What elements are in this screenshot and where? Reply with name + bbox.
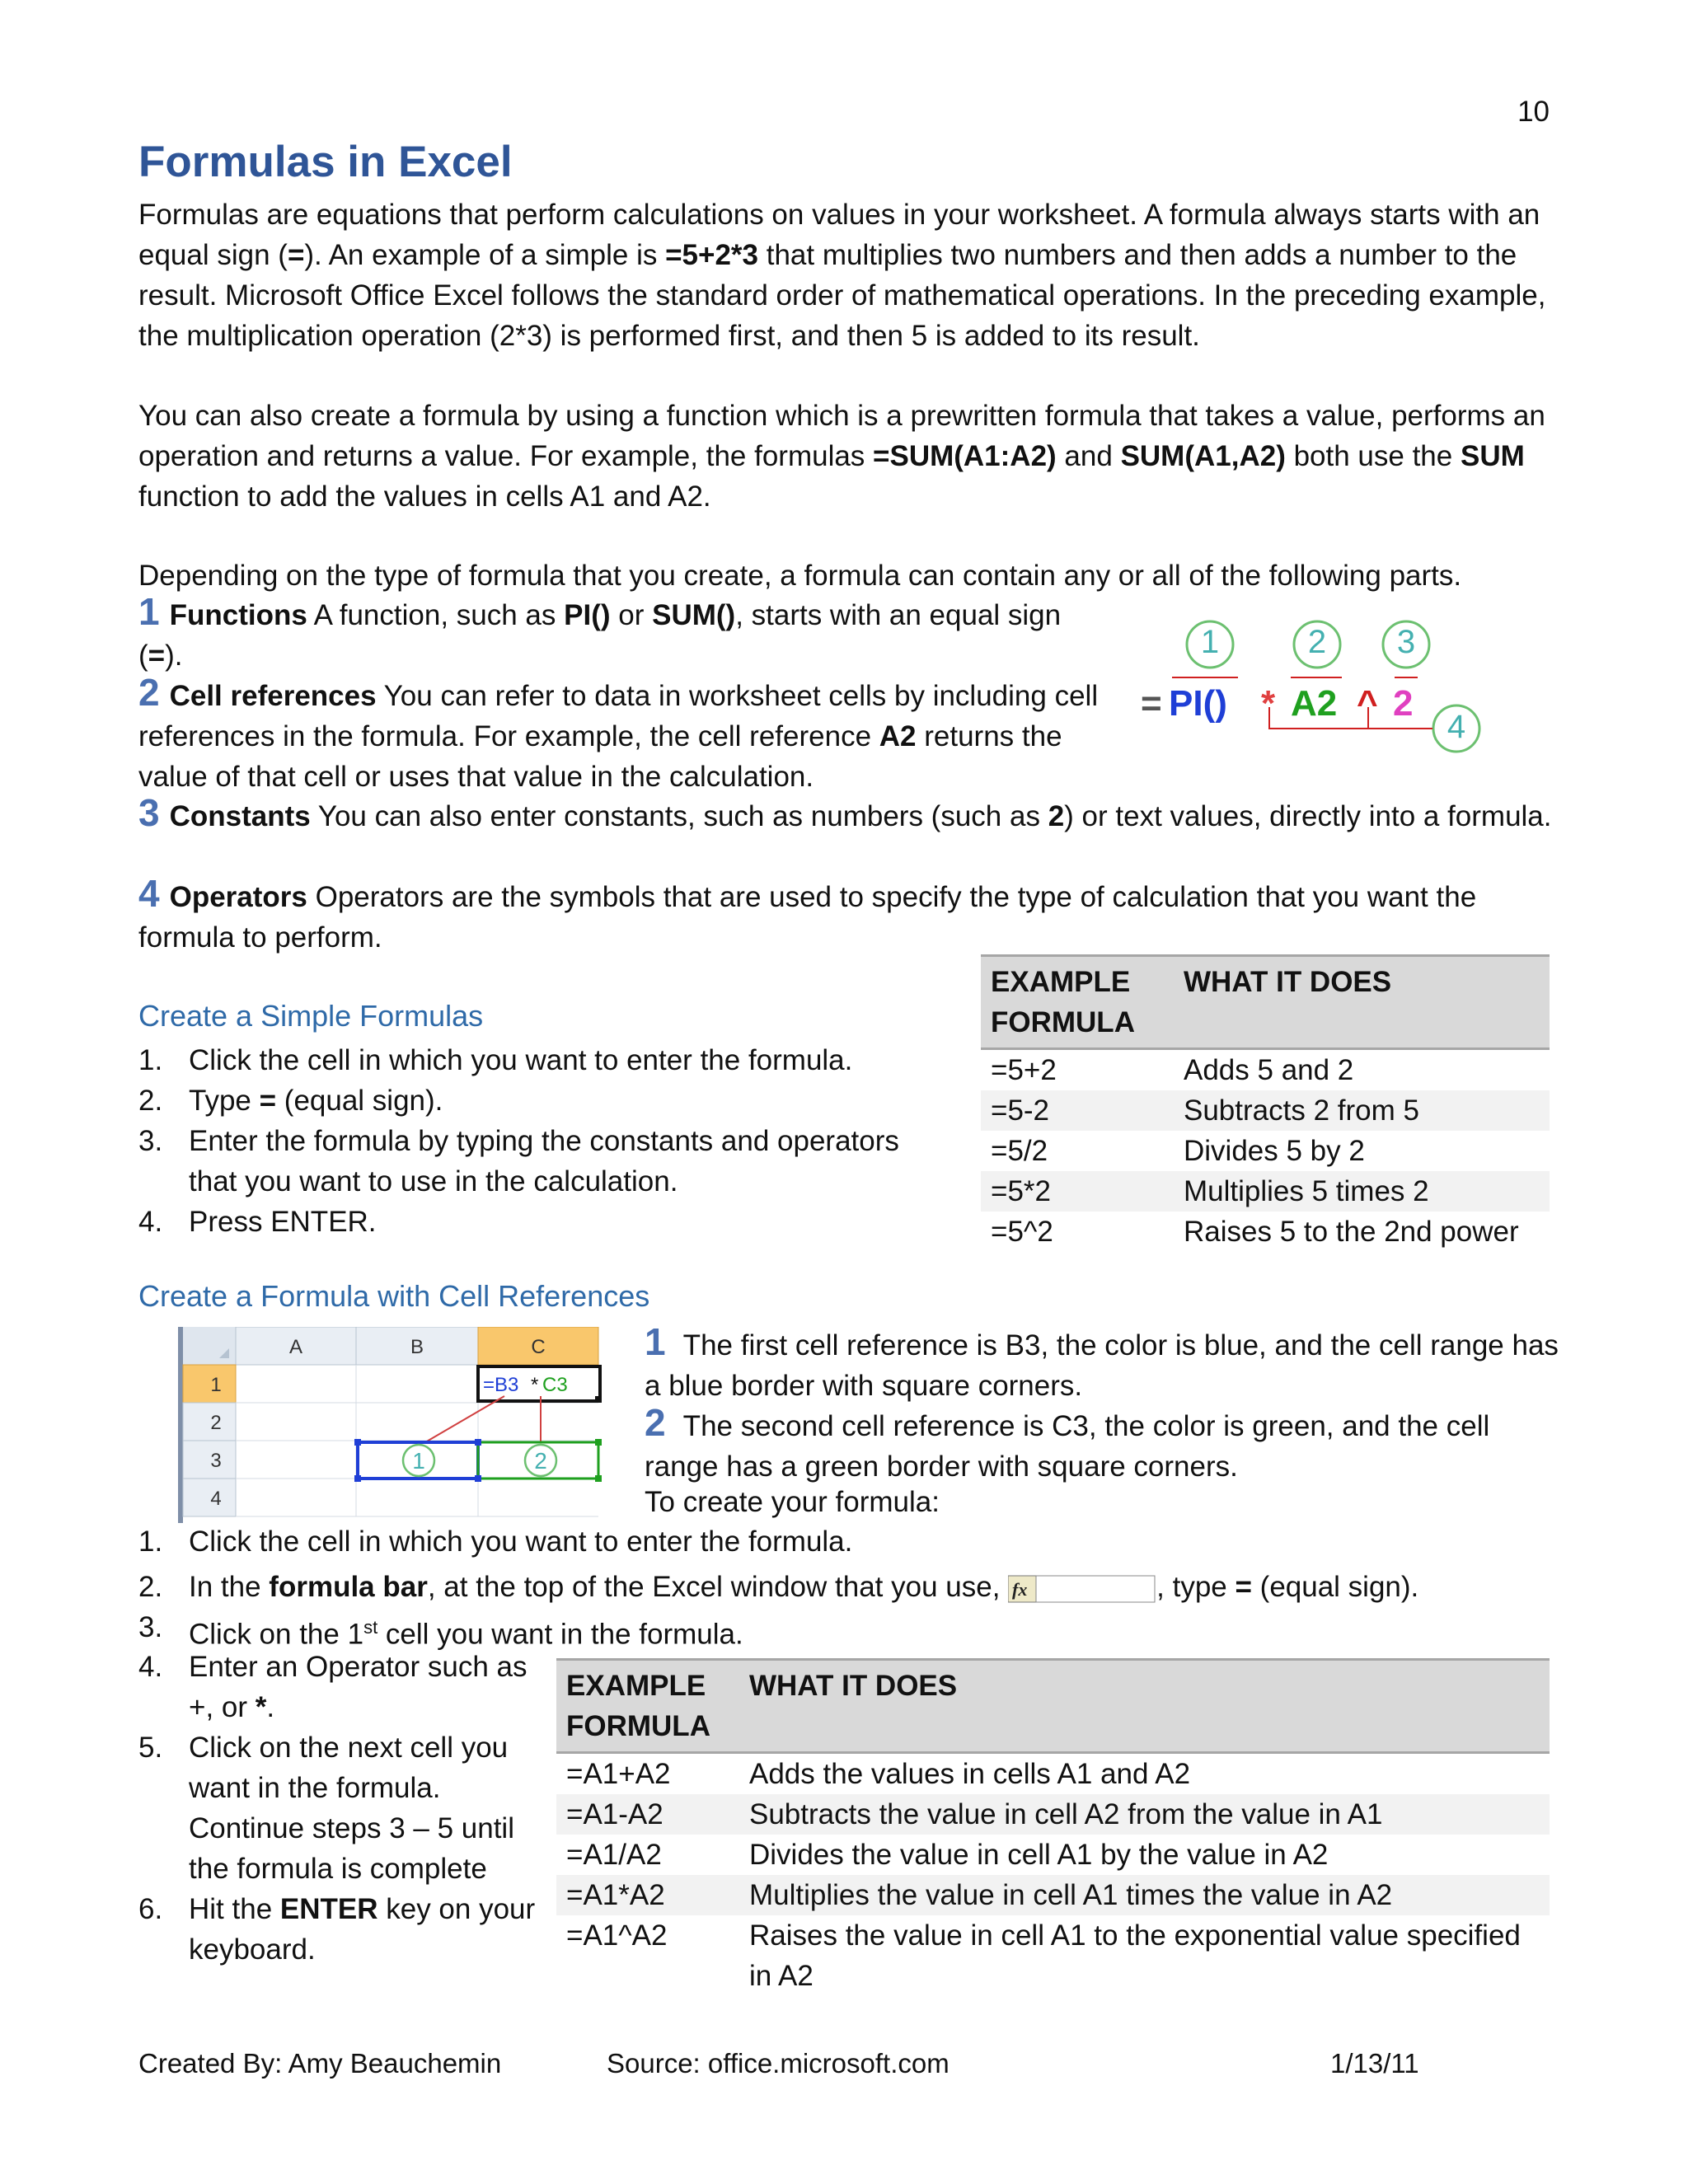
simple-heading: Create a Simple Formulas [138,999,484,1033]
diagram-function: PI() [1169,683,1227,724]
part-bold: = [148,640,166,672]
table-cell: Raises 5 to the 2nd power [1184,1216,1519,1248]
column-header-b: B [410,1336,424,1358]
step-number: 1. [138,1526,163,1558]
table-cell: Multiplies 5 times 2 [1174,1171,1550,1212]
intro-text: You can also create a formula by using a function which is a prewritten formula that takes a value, performs an operation and returns a value. For example, the formulas [138,400,1545,472]
table-cell: =A1-A2 [556,1794,739,1835]
fx-icon: fx [1012,1578,1028,1600]
step-bold: * [255,1691,267,1723]
page-title: Formulas in Excel [138,138,513,186]
part-number: 2 [138,671,160,714]
formula-parts-diagram [1129,610,1500,758]
table-cell: =5^2 [991,1216,1053,1248]
note-number: 1 [645,1320,666,1363]
step-number: 3. [138,1611,163,1643]
footer-date: 1/13/11 [1330,2048,1419,2079]
diagram-operator-multiply: * [1261,683,1276,724]
column-header-a: A [288,1336,303,1358]
intro-text: and [1056,440,1121,472]
table-cell: Subtracts 2 from 5 [1174,1090,1550,1131]
row-header-4: 4 [210,1488,222,1510]
callout-1 [403,1445,434,1476]
cellref-steps-1 [138,1521,1573,1655]
step-text: Click the cell in which you want to enter the formula. [189,1526,853,1558]
callout-1 [1187,621,1233,668]
list-item [138,1727,542,1889]
part-text: , starts with an equal sign ( [138,599,1062,672]
cell-formula-operator: * [531,1374,539,1396]
part-text: returns the value of that cell or uses that value in the calculation. [138,720,1062,793]
callout-3 [1383,621,1429,668]
part-cell-references [138,673,1111,797]
cellref-heading: Create a Formula with Cell References [138,1279,650,1313]
part-bold: PI() [564,599,611,631]
table-row [556,1794,1550,1835]
part-text: You can also enter constants, such as numbers (such as [310,800,1048,832]
table-row [556,1753,1550,1795]
diagram-operator-power: ^ [1357,683,1378,724]
list-item [138,1521,1573,1562]
table-row [981,1171,1550,1212]
note-number: 2 [645,1401,666,1444]
intro-bold: =SUM(A1:A2) [873,440,1057,472]
table-cell: Subtracts the value in cell A2 from the value in A1 [739,1794,1550,1835]
cell-formula-c3: C3 [542,1374,568,1396]
svg-text:3: 3 [1396,624,1416,660]
intro-paragraph-3: Depending on the type of formula that you create, a formula can contain any or all of the following parts. [138,560,1462,592]
step-text: In the [189,1571,270,1603]
step-bold: = [259,1085,277,1117]
table-row [981,1090,1550,1131]
intro-text: that multiplies two numbers and then adds a number to the result. Microsoft Office Excel follows the standard order of mathematical operations. In the preceding example, the multiplication operation (2*3) is performed first, and then 5 is added to its result. [138,239,1546,352]
step-superscript: st [363,1617,378,1638]
list-item [138,1567,1573,1607]
list-item [138,1647,542,1727]
intro-bold: SUM(A1,A2) [1120,440,1286,472]
table-cell: =5/2 [991,1135,1048,1167]
part-name: Cell references [169,680,377,712]
step-number: 5. [138,1732,163,1764]
table-cell: =A1/A2 [566,1839,662,1871]
intro-text: Formulas are equations that perform calculations on values in your worksheet. A formula always starts with an equal sign ( [138,199,1540,271]
note-text: The second cell reference is C3, the color is green, and the cell range has a green border with square corners. [645,1410,1490,1483]
cellref-note-1 [645,1322,1559,1406]
part-functions [138,592,1111,676]
simple-steps [138,1040,946,1242]
callout-2 [1294,621,1340,668]
step-number: 2. [138,1571,163,1603]
part-text: A function, such as [307,599,565,631]
step-text: Click the cell in which you want to enter the formula. [189,1044,853,1076]
table-cell: =A1*A2 [556,1875,739,1915]
step-bold: ENTER [279,1893,378,1925]
intro-bold: =5+2*3 [665,239,759,271]
cell-formula-b3: =B3 [483,1374,519,1396]
table-cell: =5+2 [991,1054,1057,1086]
step-text: cell you want in the formula. [377,1618,743,1651]
part-text: or [610,599,653,631]
footer-source: Source: office.microsoft.com [607,2048,950,2079]
table-row [981,1131,1550,1171]
table-cell: =5*2 [981,1171,1174,1212]
table-cell: Raises the value in cell A1 to the exponential value specified in A2 [749,1919,1521,1992]
table-row [556,1875,1550,1915]
intro-paragraph-2 [138,396,1550,517]
svg-text:2: 2 [1307,624,1327,660]
intro-bold: = [287,239,305,271]
step-text: , type [1156,1571,1236,1603]
step-text: (equal sign). [1251,1571,1419,1603]
table-row [556,1915,1550,1996]
part-text: ). [165,640,183,672]
step-bold: = [1235,1571,1252,1603]
step-number: 2. [138,1085,163,1117]
cellref-note-2 [645,1403,1559,1487]
diagram-reference: A2 [1291,683,1338,724]
part-bold: A2 [879,720,917,752]
svg-text:1: 1 [1200,624,1220,660]
svg-text:1: 1 [412,1448,425,1474]
table-cell: Adds the values in cells A1 and A2 [749,1758,1191,1790]
part-text: ) or text values, directly into a formula. [1064,800,1552,832]
part-name: Operators [169,881,307,913]
step-text: key on your keyboard. [189,1893,536,1966]
step-text: (equal sign). [276,1085,443,1117]
table-header-row [556,1660,1550,1753]
list-item [138,1202,946,1242]
part-constants [138,793,1573,837]
part-number: 1 [138,590,160,633]
intro-text: both use the [1285,440,1461,472]
table-header: EXAMPLE FORMULA [556,1660,739,1753]
diagram-constant: 2 [1393,683,1414,724]
step-text: , at the top of the Excel window that you use, [427,1571,1009,1603]
table-header: WHAT IT DOES [739,1660,1550,1753]
part-name: Constants [169,800,311,832]
table-cell: =A1+A2 [566,1758,671,1790]
cellref-steps-2 [138,1647,542,1970]
table-cell: Divides 5 by 2 [1184,1135,1365,1167]
step-number: 3. [138,1125,163,1157]
simple-formula-table [981,954,1550,1252]
table-header-row [981,956,1550,1049]
table-cell: Adds 5 and 2 [1184,1054,1354,1086]
table-row [981,1212,1550,1252]
step-text: Enter the formula by typing the constants and operators that you want to use in the calculation. [189,1125,899,1197]
row-header-2: 2 [210,1412,222,1434]
row-header-3: 3 [210,1450,222,1472]
intro-paragraph-1 [138,194,1550,356]
table-cell: =A1^A2 [566,1919,668,1952]
table-cell: Divides the value in cell A1 by the value in A2 [749,1839,1329,1871]
table-row [981,1049,1550,1091]
part-bold: SUM() [652,599,736,631]
list-item [138,1080,946,1121]
step-number: 4. [138,1206,163,1238]
step-bold: formula bar [269,1571,428,1603]
intro-text: function to add the values in cells A1 and A2. [138,480,711,513]
formula-bar-image [1008,1574,1156,1604]
callout-4 [1433,705,1479,752]
step-text: Click on the next cell you want in the formula. Continue steps 3 – 5 until the formula is complete [189,1732,514,1885]
list-item [138,1889,542,1970]
column-header-c: C [531,1336,546,1358]
table-header: WHAT IT DOES [1174,956,1550,1049]
list-item [138,1121,946,1202]
diagram-equals: = [1141,683,1162,724]
table-cell: =5-2 [981,1090,1174,1131]
part-number: 3 [138,791,160,834]
part-text: Operators are the symbols that are used to specify the type of calculation that you want the formula to perform. [138,881,1477,954]
svg-text:4: 4 [1447,709,1466,745]
svg-text:2: 2 [534,1448,547,1474]
step-text: Click on the 1 [189,1618,364,1651]
to-create-label: To create your formula: [645,1486,940,1518]
callout-2 [525,1445,556,1476]
part-number: 4 [138,872,160,915]
step-text: Type [189,1085,260,1117]
spreadsheet-example [178,1327,617,1523]
part-name: Functions [169,599,307,631]
footer-created-by: Created By: Amy Beauchemin [138,2048,502,2079]
row-header-1: 1 [210,1374,222,1396]
intro-text: ). An example of a simple is [304,239,666,271]
part-operators [138,874,1573,958]
table-cell: Multiplies the value in cell A1 times the value in A2 [739,1875,1550,1915]
list-item [138,1040,946,1080]
step-number: 4. [138,1651,163,1683]
table-row [556,1835,1550,1875]
page-number: 10 [1517,96,1550,128]
step-text: Hit the [189,1893,280,1925]
step-number: 6. [138,1893,163,1925]
step-text: Press ENTER. [189,1206,377,1238]
table-header: EXAMPLE FORMULA [981,956,1174,1049]
cellref-formula-table [556,1658,1550,1996]
intro-bold: SUM [1460,440,1525,472]
step-text: Enter an Operator such as +, or [189,1651,528,1723]
part-bold: 2 [1048,800,1065,832]
step-text: . [266,1691,275,1723]
note-text: The first cell reference is B3, the color is blue, and the cell range has a blue border with square corners. [645,1329,1559,1402]
step-number: 1. [138,1044,163,1076]
part-text: You can refer to data in worksheet cells by including cell references in the formula. For example, the cell reference [138,680,1099,752]
